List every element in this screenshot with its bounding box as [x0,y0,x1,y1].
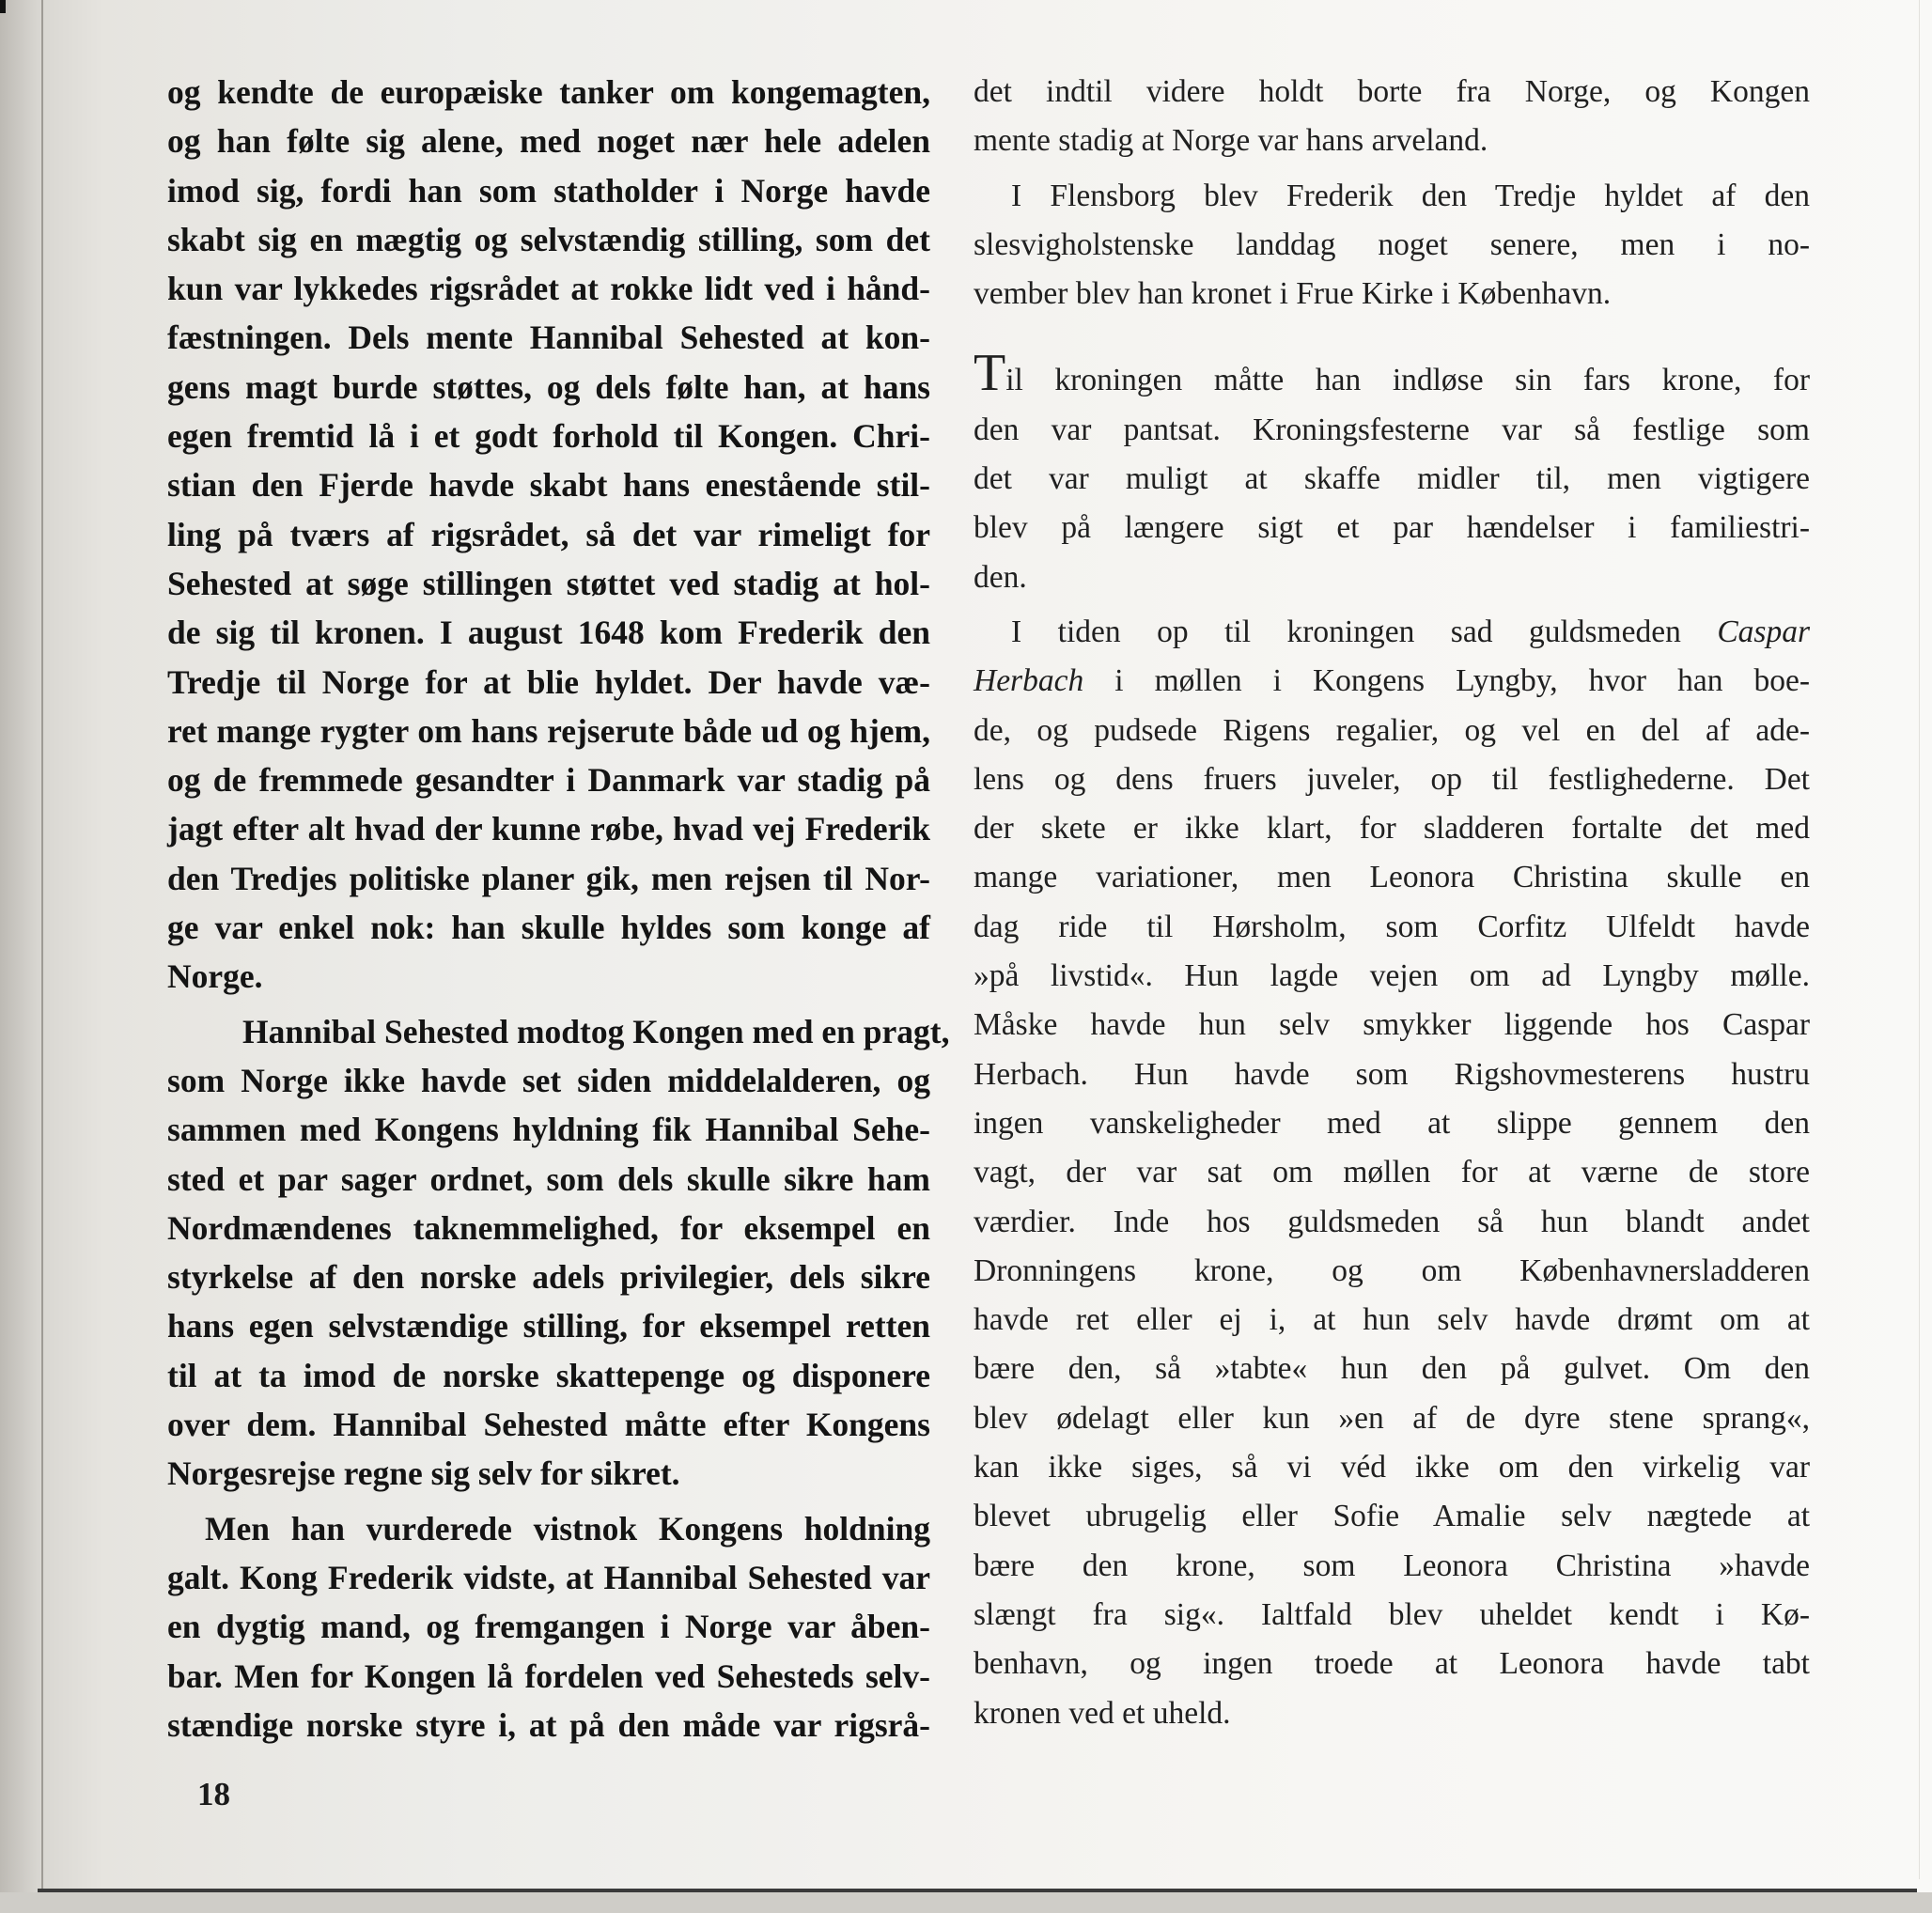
text-line: den. [974,559,1027,595]
text-line: jagt efter alt hvad der kunne røbe, hvad vej Frederik [167,810,930,848]
text-fragment: il kroningen måtte han indløse sin fars krone, for [1005,363,1810,398]
text-line: mange variationer, men Leonora Christina skulle en [974,860,1810,895]
text-line: den var pantsat. Kroningsfesterne var så festlige som [974,412,1810,447]
page-bottom-shadow [0,1892,1932,1913]
text-line: over dem. Hannibal Sehested måtte efter Kongens [167,1406,930,1444]
text-line: Herbach. Hun havde som Rigshovmesterens hustru [974,1056,1810,1092]
text-line: Måske havde hun selv smykker liggende hos Caspar [974,1007,1810,1043]
text-line: fæstningen. Dels mente Hannibal Sehested at kon- [167,319,930,357]
text-line: styrkelse af den norske adels privilegier, dels sikre [167,1258,930,1297]
text-line: det var muligt at skaffe midler til, men vigtigere [974,461,1810,497]
text-line: benhavn, og ingen troede at Leonora havde tabt [974,1646,1810,1682]
text-line: gens magt burde støttes, og dels følte han, at hans [167,367,930,406]
text-line: sammen med Kongens hyldning fik Hannibal Sehe- [167,1111,930,1149]
text-line: til at ta imod de norske skattepenge og disponere [167,1356,930,1394]
text-line: og de fremmede gesandter i Danmark var stadig på [167,761,930,800]
text-line: egen fremtid lå i et godt forhold til Kongen. Chri- [167,417,930,456]
text-line: sted et par sager ordnet, som dels skulle sikre ham [167,1159,930,1198]
text-line: bære den krone, som Leonora Christina »havde [974,1548,1810,1583]
text-line: der skete er ikke klart, for sladderen fortalte det med [974,811,1810,847]
text-line: vagt, der var sat om møllen for at værne de store [974,1155,1810,1190]
text-line [974,344,1810,405]
text-line: de sig til kronen. I august 1648 kom Frederik den [167,614,930,652]
text-line: Hannibal Sehested modtog Kongen med en pragt, [242,1012,950,1050]
right-edge-line [1919,0,1920,1879]
text-line: imod sig, fordi han som statholder i Norge havde [167,171,930,210]
right-column [974,68,1810,1738]
text-line: kun var lykkedes rigsrådet at rokke lidt ved i hånd- [167,270,930,308]
text-line: ingen vanskeligheder med at slippe gennem den [974,1105,1810,1141]
text-line: kronen ved et uheld. [974,1695,1231,1731]
text-line: mente stadig at Norge var hans arveland. [974,123,1488,159]
text-line: Dronningens krone, og om Københavnersladderen [974,1252,1810,1288]
italic-name: Caspar [1717,614,1810,649]
text-line: vember blev han kronet i Frue Kirke i København. [974,276,1612,312]
text-line: I Flensborg blev Frederik den Tredje hyldet af den [1011,178,1810,213]
text-line: skabt sig en mægtig og selvstændig stilling, som det [167,220,930,258]
corner-mark [0,0,6,13]
text-line: lens og dens fruers juveler, op til festlighederne. Det [974,761,1810,797]
text-line: blev på længere sigt et par hændelser i familiestri- [974,510,1810,546]
text-line: som Norge ikke havde set siden middelalderen, og [167,1061,930,1099]
text-line: ge var enkel nok: han skulle hyldes som konge af [167,909,930,947]
text-line: den Tredjes politiske planer gik, men rejsen til Nor- [167,859,930,897]
text-line: bære den, så »tabte« hun den på gulvet. Om den [974,1351,1810,1387]
text-line: blevet ubrugelig eller Sofie Amalie selv nægtede at [974,1499,1810,1534]
text-line [974,657,1810,706]
text-line: hans egen selvstændige stilling, for eksempel retten [167,1307,930,1345]
text-line: Norgesrejse regne sig selv for sikret. [167,1454,680,1493]
text-line: stian den Fjerde havde skabt hans enestående stil- [167,466,930,505]
text-line: værdier. Inde hos guldsmeden så hun blandt andet [974,1204,1810,1239]
drop-cap: T [974,344,1006,403]
text-line: en dygtig mand, og fremgangen i Norge var åben- [167,1608,930,1646]
text-line: Tredje til Norge for at blie hyldet. Der havde væ- [167,662,930,701]
text-line: slængt fra sig«. Ialtfald blev uheldet kendt i Kø- [974,1596,1810,1632]
text-line: Men han vurderede vistnok Kongens holdning [205,1509,930,1548]
text-line: Nordmændenes taknemmelighed, for eksempel en [167,1208,930,1247]
text-line: Norge. [167,957,263,996]
text-line: galt. Kong Frederik vidste, at Hannibal Sehested var [167,1558,930,1596]
text-line: slesvigholstenske landdag noget senere, men i no- [974,226,1810,262]
page-number: 18 [197,1776,230,1812]
text-line: ret mange rygter om hans rejserute både ud og hjem, [167,711,930,750]
left-column [167,68,950,1750]
text-line: bar. Men for Kongen lå fordelen ved Sehesteds selv- [167,1656,930,1695]
text-line: dag ride til Hørsholm, som Corfitz Ulfeldt havde [974,909,1810,944]
text-line: kan ikke siges, så vi véd ikke om den virkelig var [974,1450,1810,1485]
text-line: de, og pudsede Rigens regalier, og vel en del af ade- [974,712,1810,748]
text-line: »på livstid«. Hun lagde vejen om ad Lyngby mølle. [974,958,1810,994]
text-line: ling på tværs af rigsrådet, så det var rimeligt for [167,515,930,553]
text-line [974,608,1810,657]
text-line: Sehested at søge stillingen støttet ved stadig at hol- [167,564,930,602]
text-line: blev ødelagt eller kun »en af de dyre stene sprang«, [974,1400,1810,1436]
text-line: og han følte sig alene, med noget nær hele adelen [167,122,930,161]
text-fragment: I tiden op til kroningen sad guldsmeden [1011,614,1681,649]
text-line: det indtil videre holdt borte fra Norge, og Kongen [974,74,1810,109]
text-line: havde ret eller ej i, at hun selv havde drømt om at [974,1302,1810,1338]
text-line: og kendte de europæiske tanker om kongemagten, [167,73,930,111]
text-fragment: i møllen i Kongens Lyngby, hvor han boe- [1114,663,1811,699]
spine-line [41,0,43,1913]
italic-name: Herbach [974,663,1084,699]
text-line: stændige norske styre i, at på den måde var rigsrå- [167,1705,930,1744]
